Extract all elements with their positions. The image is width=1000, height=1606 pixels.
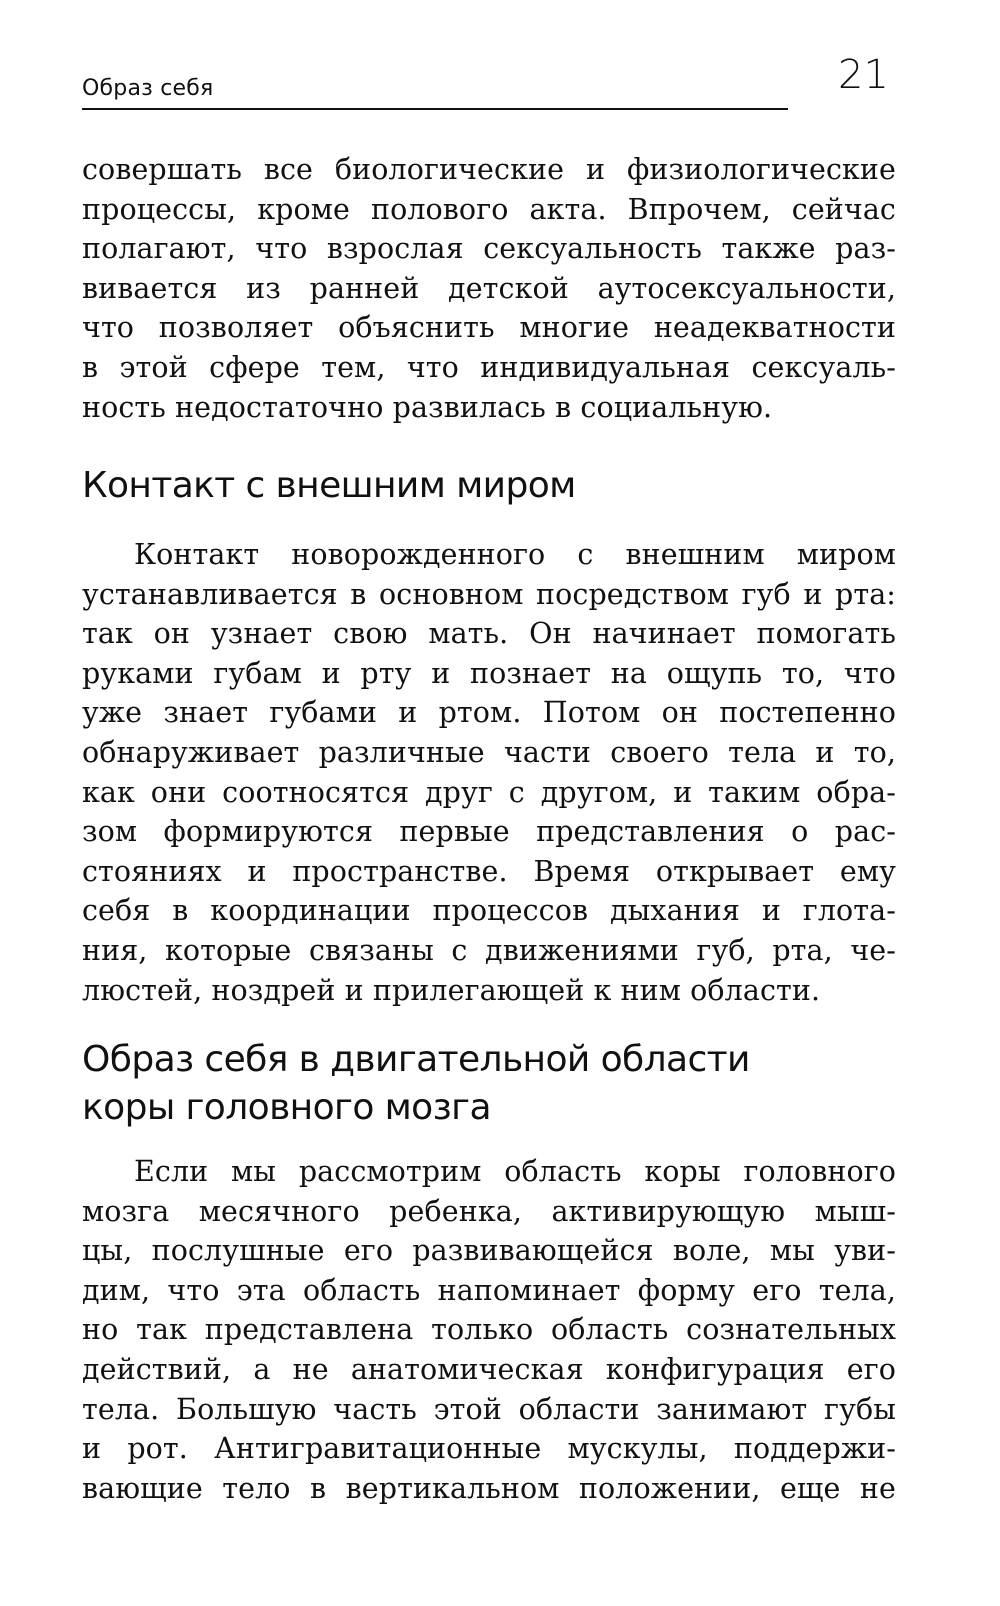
text-line: что позволяет объяснить многие неадекватности (82, 311, 896, 345)
text-line: уже знает губами и ртом. Потом он постепенно (82, 696, 896, 730)
text-line: руками губам и рту и познает на ощупь то, что (82, 656, 896, 690)
text-line: как они соотносятся друг с другом, и таким обра- (82, 775, 896, 809)
text-line: тела. Большую часть этой области занимают губы (82, 1392, 896, 1426)
text-line: полагают, что взрослая сексуальность также раз- (82, 232, 896, 266)
text-line: вивается из ранней детской аутосексуальности, (82, 271, 896, 305)
paragraph-contact (82, 535, 896, 1010)
text-line: Контакт новорожденного с внешним миром (134, 538, 896, 571)
page-number: 21 (838, 52, 889, 98)
paragraph-continuation (82, 150, 896, 427)
text-line: зом формируются первые представления о рас- (82, 815, 896, 849)
text-line: так он узнает свою мать. Он начинает помогать (82, 617, 896, 651)
heading-line: коры головного мозга (82, 1087, 491, 1128)
heading-line: Образ себя в двигательной области (82, 1039, 750, 1080)
text-line: и рот. Антигравитационные мускулы, поддержи- (82, 1432, 896, 1466)
text-line: цы, послушные его развивающейся воле, мы уви- (82, 1234, 896, 1268)
running-head: Образ себя (82, 76, 214, 101)
text-line: действий, а не анатомическая конфигурация его (82, 1352, 896, 1386)
text-line: но так представлена только область сознательных (82, 1313, 896, 1347)
text-line: процессы, кроме полового акта. Впрочем, сейчас (82, 192, 896, 226)
text-line: устанавливается в основном посредством губ и рта: (82, 577, 896, 611)
text-line: ность недостаточно развилась в социальную. (82, 390, 773, 424)
text-line: совершать все биологические и физиологические (82, 153, 896, 186)
text-line: себя в координации процессов дыхания и глота- (82, 894, 896, 928)
text-line: дим, что эта область напоминает форму его тела, (82, 1273, 896, 1307)
text-line: вающие тело в вертикальном положении, еще не (82, 1471, 896, 1505)
text-line: стояниях и пространстве. Время открывает ему (82, 854, 896, 888)
text-line: Если мы рассмотрим область коры головного (134, 1155, 896, 1188)
text-line: в этой сфере тем, что индивидуальная сексуаль- (82, 350, 896, 384)
section-heading-contact (82, 462, 576, 510)
text-line: люстей, ноздрей и прилегающей к ним области. (82, 973, 821, 1007)
text-line: мозга месячного ребенка, активирующую мыш- (82, 1194, 896, 1228)
paragraph-motor-cortex (82, 1152, 896, 1508)
text-line: обнаруживает различные части своего тела и то, (82, 735, 896, 769)
heading-line: Контакт с внешним миром (82, 465, 576, 506)
text-line: ния, которые связаны с движениями губ, рта, че- (82, 933, 896, 967)
header-rule (82, 108, 788, 110)
section-heading-motor-cortex (82, 1036, 750, 1132)
